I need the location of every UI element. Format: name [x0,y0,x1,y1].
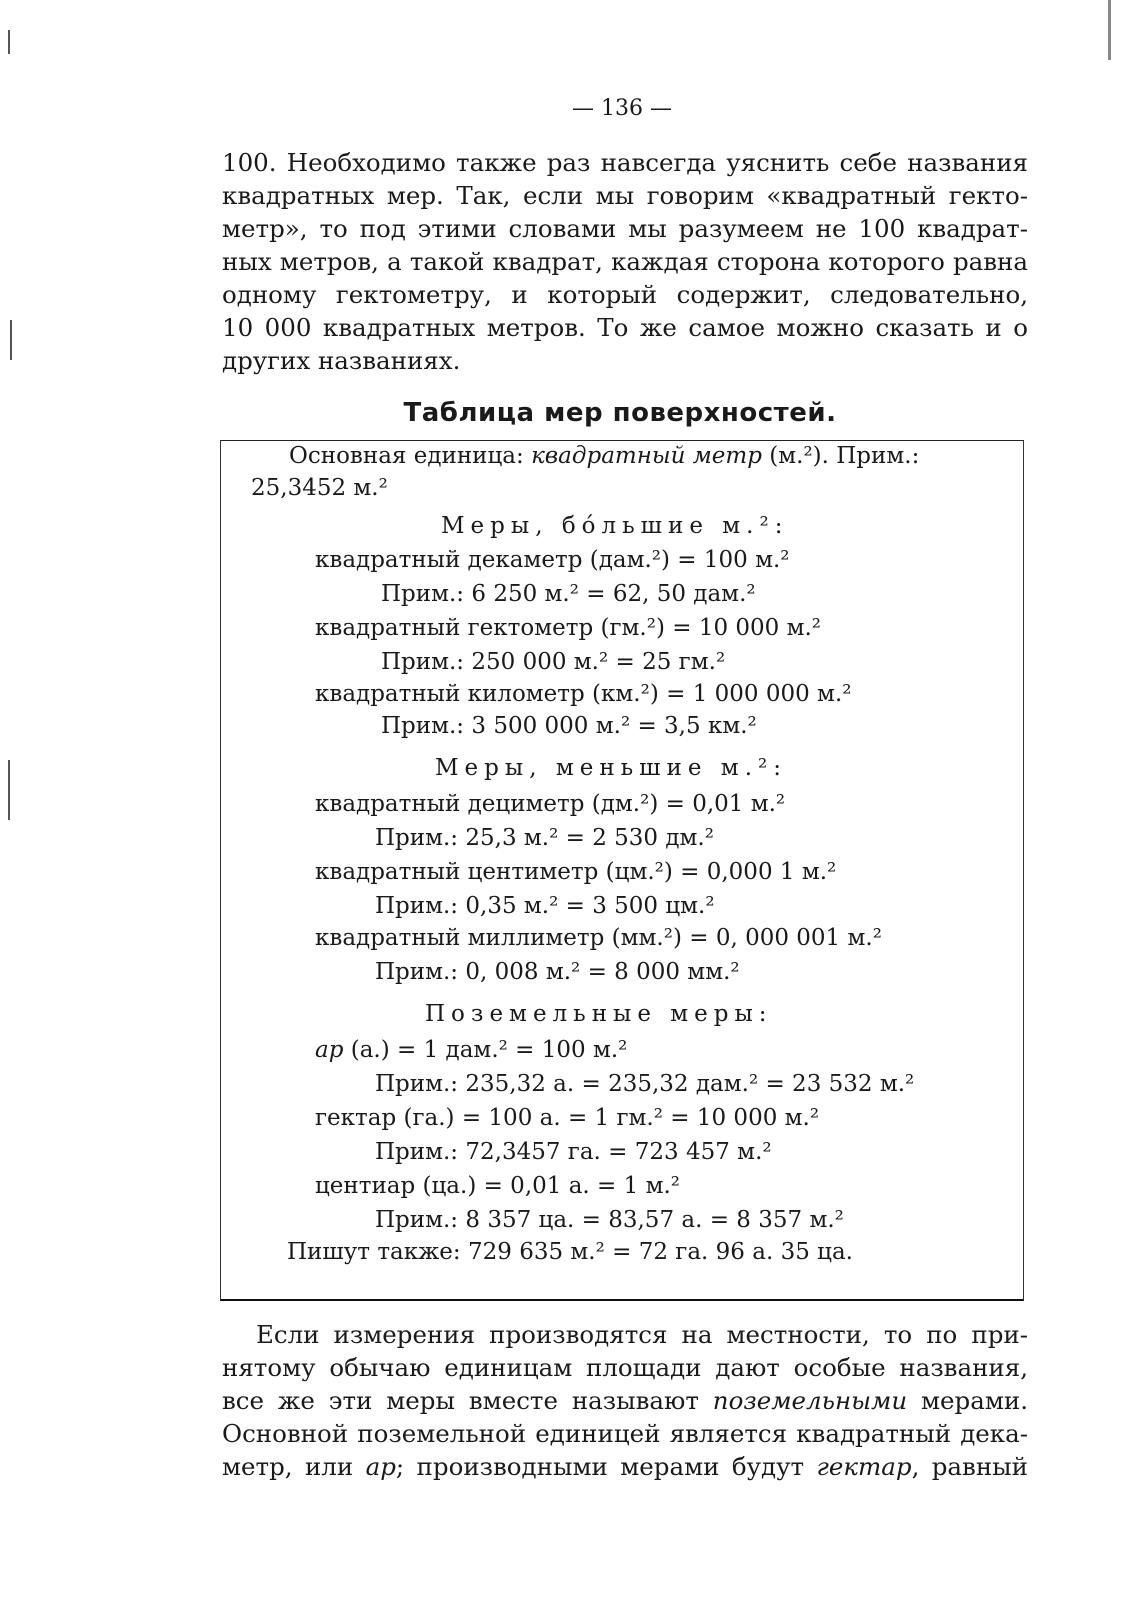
text-line [222,1450,1028,1483]
unit-hectare: гектар (га.) = 100 а. = 1 гм.² = 10 000 м.² [315,1105,820,1131]
example-ar: Прим.: 235,32 а. = 235,32 дам.² = 23 532 м.² [375,1071,915,1097]
example-square-centimeter: Прим.: 0,35 м.² = 3 500 цм.² [375,893,715,919]
text-line [222,1384,1028,1417]
unit-square-decameter: квадратный декаметр (дам.²) = 100 м.² [315,547,790,573]
table-title: Таблица мер поверхностей. [403,398,837,428]
example-square-kilometer: Прим.: 3 500 000 м.² = 3,5 км.² [381,713,757,739]
scan-mark-left [8,760,10,820]
smaller-measures-heading: Меры, меньшие м.²: [435,755,787,781]
ar-definition: (а.) = 1 дам.² = 100 м.² [343,1037,628,1063]
text-line: Основной поземельной единицей является квадратный дека- [222,1419,1028,1448]
text-line: 100. Необходимо также раз навсегда уяснить себе названия [222,148,1028,177]
basic-unit-prefix: Основная единица: [289,443,532,469]
measures-table [220,440,1024,1301]
text-line: квадратных мер. Так, если мы говорим «квадратный гекто- [222,181,1028,210]
basic-unit-name: квадратный метр [531,443,762,469]
basic-unit-line [289,443,919,469]
scan-mark-right [1108,0,1111,60]
unit-ar [315,1037,627,1063]
text-line: Если измерения производятся на местности, то по при- [256,1320,1028,1349]
text-line: метр», то под этими словами мы разумеем не 100 квадрат- [222,214,1028,243]
unit-square-kilometer: квадратный километр (км.²) = 1 000 000 м.² [315,681,852,707]
example-square-hectometer: Прим.: 250 000 м.² = 25 гм.² [381,649,726,675]
text-segment: метр, или [222,1452,366,1481]
emphasis-term: ар [365,1452,396,1481]
unit-square-centimeter: квадратный центиметр (цм.²) = 0,000 1 м.² [315,859,837,885]
text-segment: все же эти меры вместе называют [222,1386,713,1415]
example-square-millimeter: Прим.: 0, 008 м.² = 8 000 мм.² [375,959,740,985]
text-line: нятому обычаю единицам площади дают особые названия, [222,1353,1028,1382]
unit-square-hectometer: квадратный гектометр (гм.²) = 10 000 м.² [315,615,822,641]
intro-paragraph [222,146,1028,377]
text-segment: , равный [911,1452,1028,1481]
example-square-decimeter: Прим.: 25,3 м.² = 2 530 дм.² [375,825,714,851]
text-line: одному гектометру, и который содержит, следовательно, [222,280,1028,309]
text-line: ных метров, а такой квадрат, каждая сторона которого равна [222,247,1028,276]
basic-unit-suffix: (м.²). Прим.: [761,443,920,469]
example-square-decameter: Прим.: 6 250 м.² = 62, 50 дам.² [381,581,756,607]
text-segment: ; производными мерами будут [395,1452,817,1481]
larger-measures-heading: Меры, бо́льшие м.²: [441,513,789,539]
unit-centiare: центиар (ца.) = 0,01 а. = 1 м.² [315,1173,680,1199]
scan-mark-left [10,320,12,360]
emphasis-term: поземельными [712,1386,908,1415]
page-number: — 136 — [572,96,672,121]
also-written-line: Пишут также: 729 635 м.² = 72 га. 96 а. 35 ца. [287,1239,853,1265]
text-line: других названиях. [222,346,461,375]
example-hectare: Прим.: 72,3457 га. = 723 457 м.² [375,1139,772,1165]
closing-paragraph [222,1318,1028,1483]
unit-square-millimeter: квадратный миллиметр (мм.²) = 0, 000 001 м.² [315,925,882,951]
unit-square-decimeter: квадратный дециметр (дм.²) = 0,01 м.² [315,791,786,817]
emphasis-term: гектар [816,1452,912,1481]
ar-name: ар [315,1037,344,1063]
scan-mark-left [8,30,10,54]
text-segment: мерами. [907,1386,1029,1415]
land-measures-heading: Поземельные меры: [425,1001,773,1027]
basic-unit-example: 25,3452 м.² [251,475,388,501]
example-centiare: Прим.: 8 357 ца. = 83,57 а. = 8 357 м.² [375,1207,844,1233]
text-line: 10 000 квадратных метров. То же самое можно сказать и о [222,313,1028,342]
